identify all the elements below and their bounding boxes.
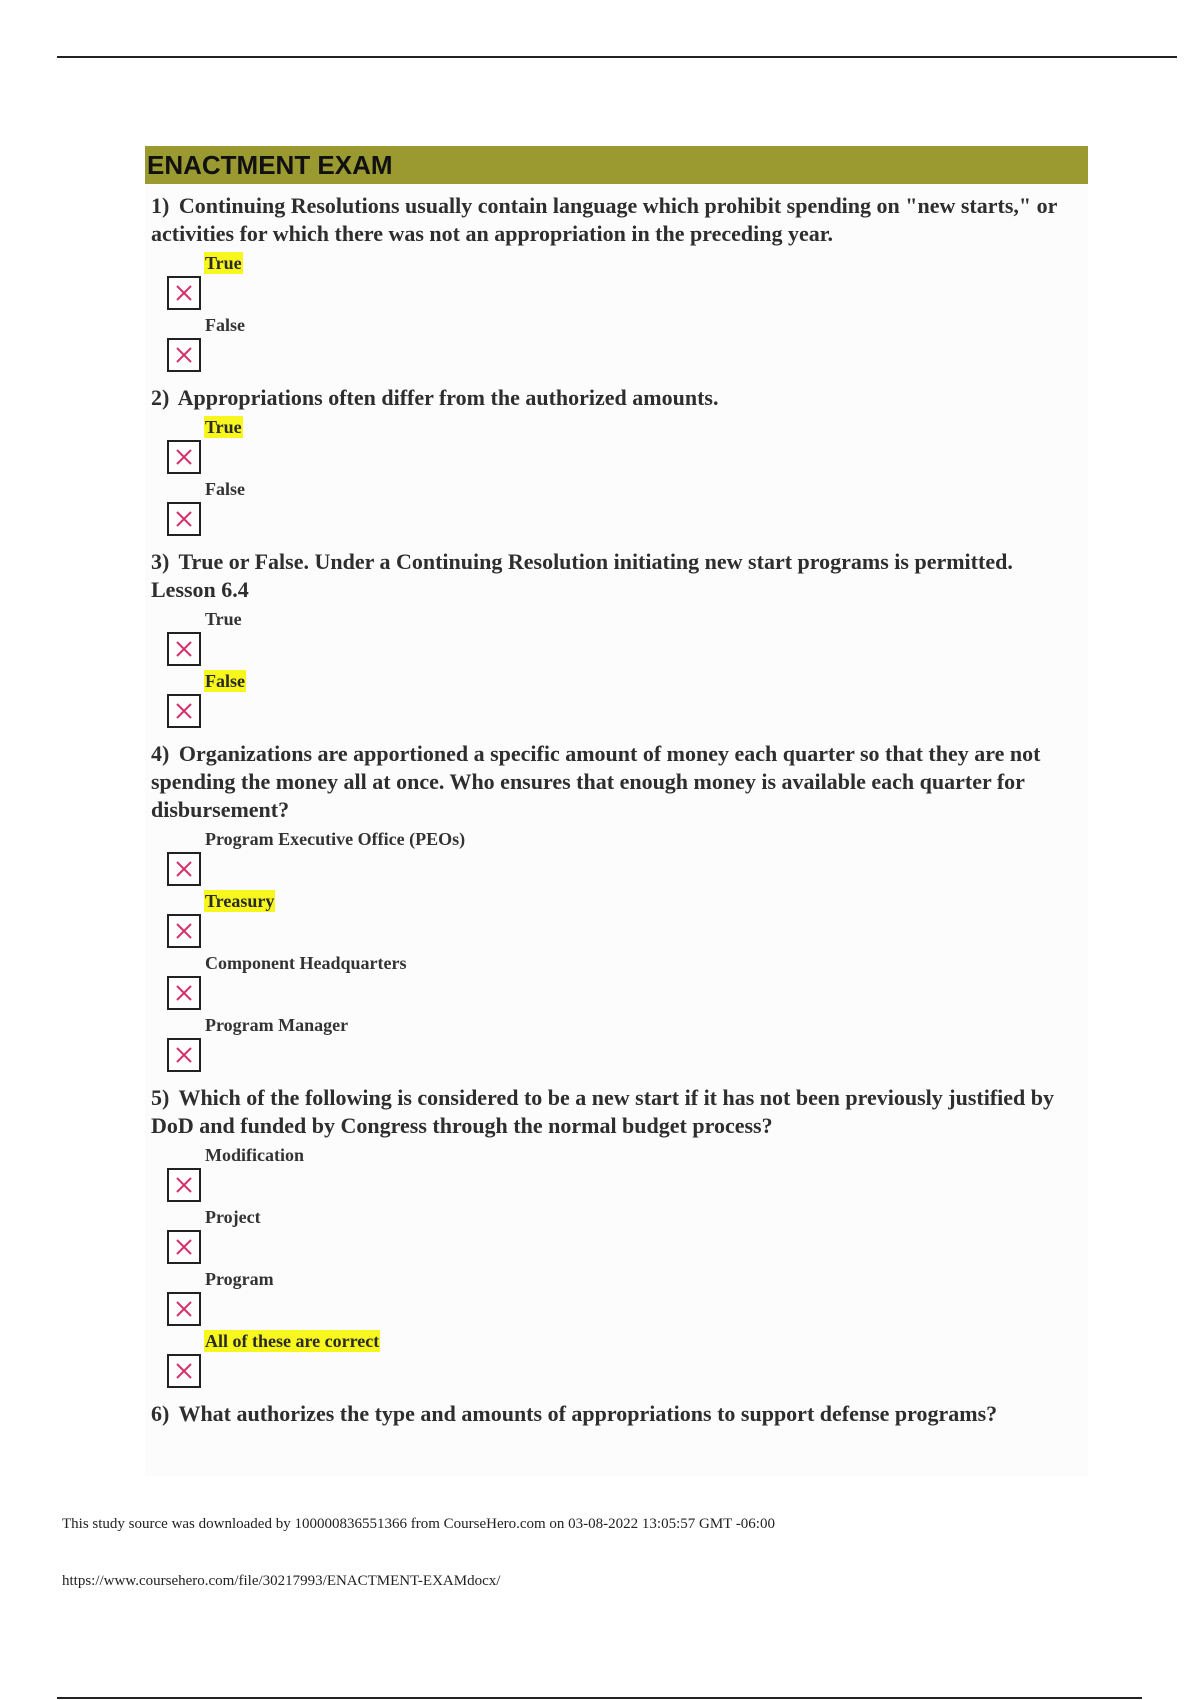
answer-options [151,1140,1088,1390]
answer-checkbox[interactable] [167,694,201,728]
question-number: 3) [151,549,170,574]
answer-checkbox[interactable] [167,914,201,948]
answer-label: Project [205,1207,261,1227]
answer-label: Program [205,1269,274,1289]
exam-panel [145,146,1088,1476]
question-number: 4) [151,741,170,766]
question-6 [151,1400,1088,1428]
answer-checkbox[interactable] [167,276,201,310]
answer-checkbox[interactable] [167,1292,201,1326]
x-mark-icon [169,854,199,884]
answer-label: Program Manager [205,1015,349,1035]
answer-options [151,248,1088,374]
answer-option[interactable] [151,888,1088,950]
question-prompt: True or False. Under a Continuing Resolution initiating new start programs is permitted. Lesson 6.4 [151,549,1013,602]
answer-checkbox[interactable] [167,338,201,372]
answer-checkbox[interactable] [167,1354,201,1388]
answer-label: Modification [205,1145,304,1165]
answer-option[interactable] [151,826,1088,888]
highlighted-answer-label: Treasury [205,891,275,911]
question-2 [151,384,1088,538]
answer-option[interactable] [151,476,1088,538]
answer-option[interactable] [151,950,1088,1012]
highlighted-answer-label: All of these are correct [205,1331,380,1351]
question-prompt: Continuing Resolutions usually contain language which prohibit spending on "new starts," or activities for which there was not an appropriation in the preceding year. [151,193,1057,246]
answer-checkbox[interactable] [167,976,201,1010]
answer-option[interactable] [151,250,1088,312]
question-text [151,192,1088,248]
answer-option[interactable] [151,414,1088,476]
x-mark-icon [169,1040,199,1070]
answer-option[interactable] [151,1328,1088,1390]
x-mark-icon [169,1232,199,1262]
answer-checkbox[interactable] [167,440,201,474]
question-number: 2) [151,385,170,410]
question-number: 6) [151,1401,170,1426]
answer-checkbox[interactable] [167,632,201,666]
answer-option[interactable] [151,1012,1088,1074]
answer-label: True [205,609,242,629]
highlighted-answer-label: True [205,253,242,273]
question-5 [151,1084,1088,1390]
question-prompt: Which of the following is considered to be a new start if it has not been previously justified by DoD and funded by Congress through the normal budget process? [151,1085,1054,1138]
x-mark-icon [169,916,199,946]
highlighted-answer-label: True [205,417,242,437]
question-prompt: What authorizes the type and amounts of appropriations to support defense programs? [178,1401,998,1426]
x-mark-icon [169,696,199,726]
question-prompt: Organizations are apportioned a specific amount of money each quarter so that they are not spending the money all at once. Who ensures that enough money is available each quarter for disbursement? [151,741,1041,822]
answer-options [151,604,1088,730]
x-mark-icon [169,634,199,664]
answer-option[interactable] [151,606,1088,668]
answer-label: False [205,479,245,499]
x-mark-icon [169,442,199,472]
x-mark-icon [169,504,199,534]
x-mark-icon [169,278,199,308]
question-text [151,384,1088,412]
answer-checkbox[interactable] [167,852,201,886]
source-url[interactable]: https://www.coursehero.com/file/30217993/ENACTMENT-EXAMdocx/ [62,1573,501,1589]
highlighted-answer-label: False [205,671,245,691]
question-text [151,1400,1088,1428]
x-mark-icon [169,978,199,1008]
x-mark-icon [169,1356,199,1386]
question-3 [151,548,1088,730]
answer-option[interactable] [151,312,1088,374]
question-prompt: Appropriations often differ from the authorized amounts. [177,385,719,410]
x-mark-icon [169,1294,199,1324]
answer-checkbox[interactable] [167,502,201,536]
question-text [151,1084,1088,1140]
answer-option[interactable] [151,1142,1088,1204]
answer-checkbox[interactable] [167,1038,201,1072]
answer-label: False [205,315,245,335]
question-number: 1) [151,193,170,218]
answer-checkbox[interactable] [167,1168,201,1202]
question-text [151,740,1088,824]
exam-title: ENACTMENT EXAM [145,146,1088,184]
answer-label: Program Executive Office (PEOs) [205,829,466,849]
question-number: 5) [151,1085,170,1110]
answer-options [151,824,1088,1074]
x-mark-icon [169,340,199,370]
answer-option[interactable] [151,1204,1088,1266]
question-list [145,184,1088,1428]
answer-options [151,412,1088,538]
answer-label: Component Headquarters [205,953,407,973]
question-1 [151,192,1088,374]
x-mark-icon [169,1170,199,1200]
top-rule [57,56,1177,58]
question-text [151,548,1088,604]
answer-option[interactable] [151,1266,1088,1328]
bottom-rule [57,1697,1142,1699]
answer-checkbox[interactable] [167,1230,201,1264]
download-note: This study source was downloaded by 100000836551366 from CourseHero.com on 03-08-2022 13:05:57 GMT -06:00 [62,1516,775,1532]
question-4 [151,740,1088,1074]
answer-option[interactable] [151,668,1088,730]
